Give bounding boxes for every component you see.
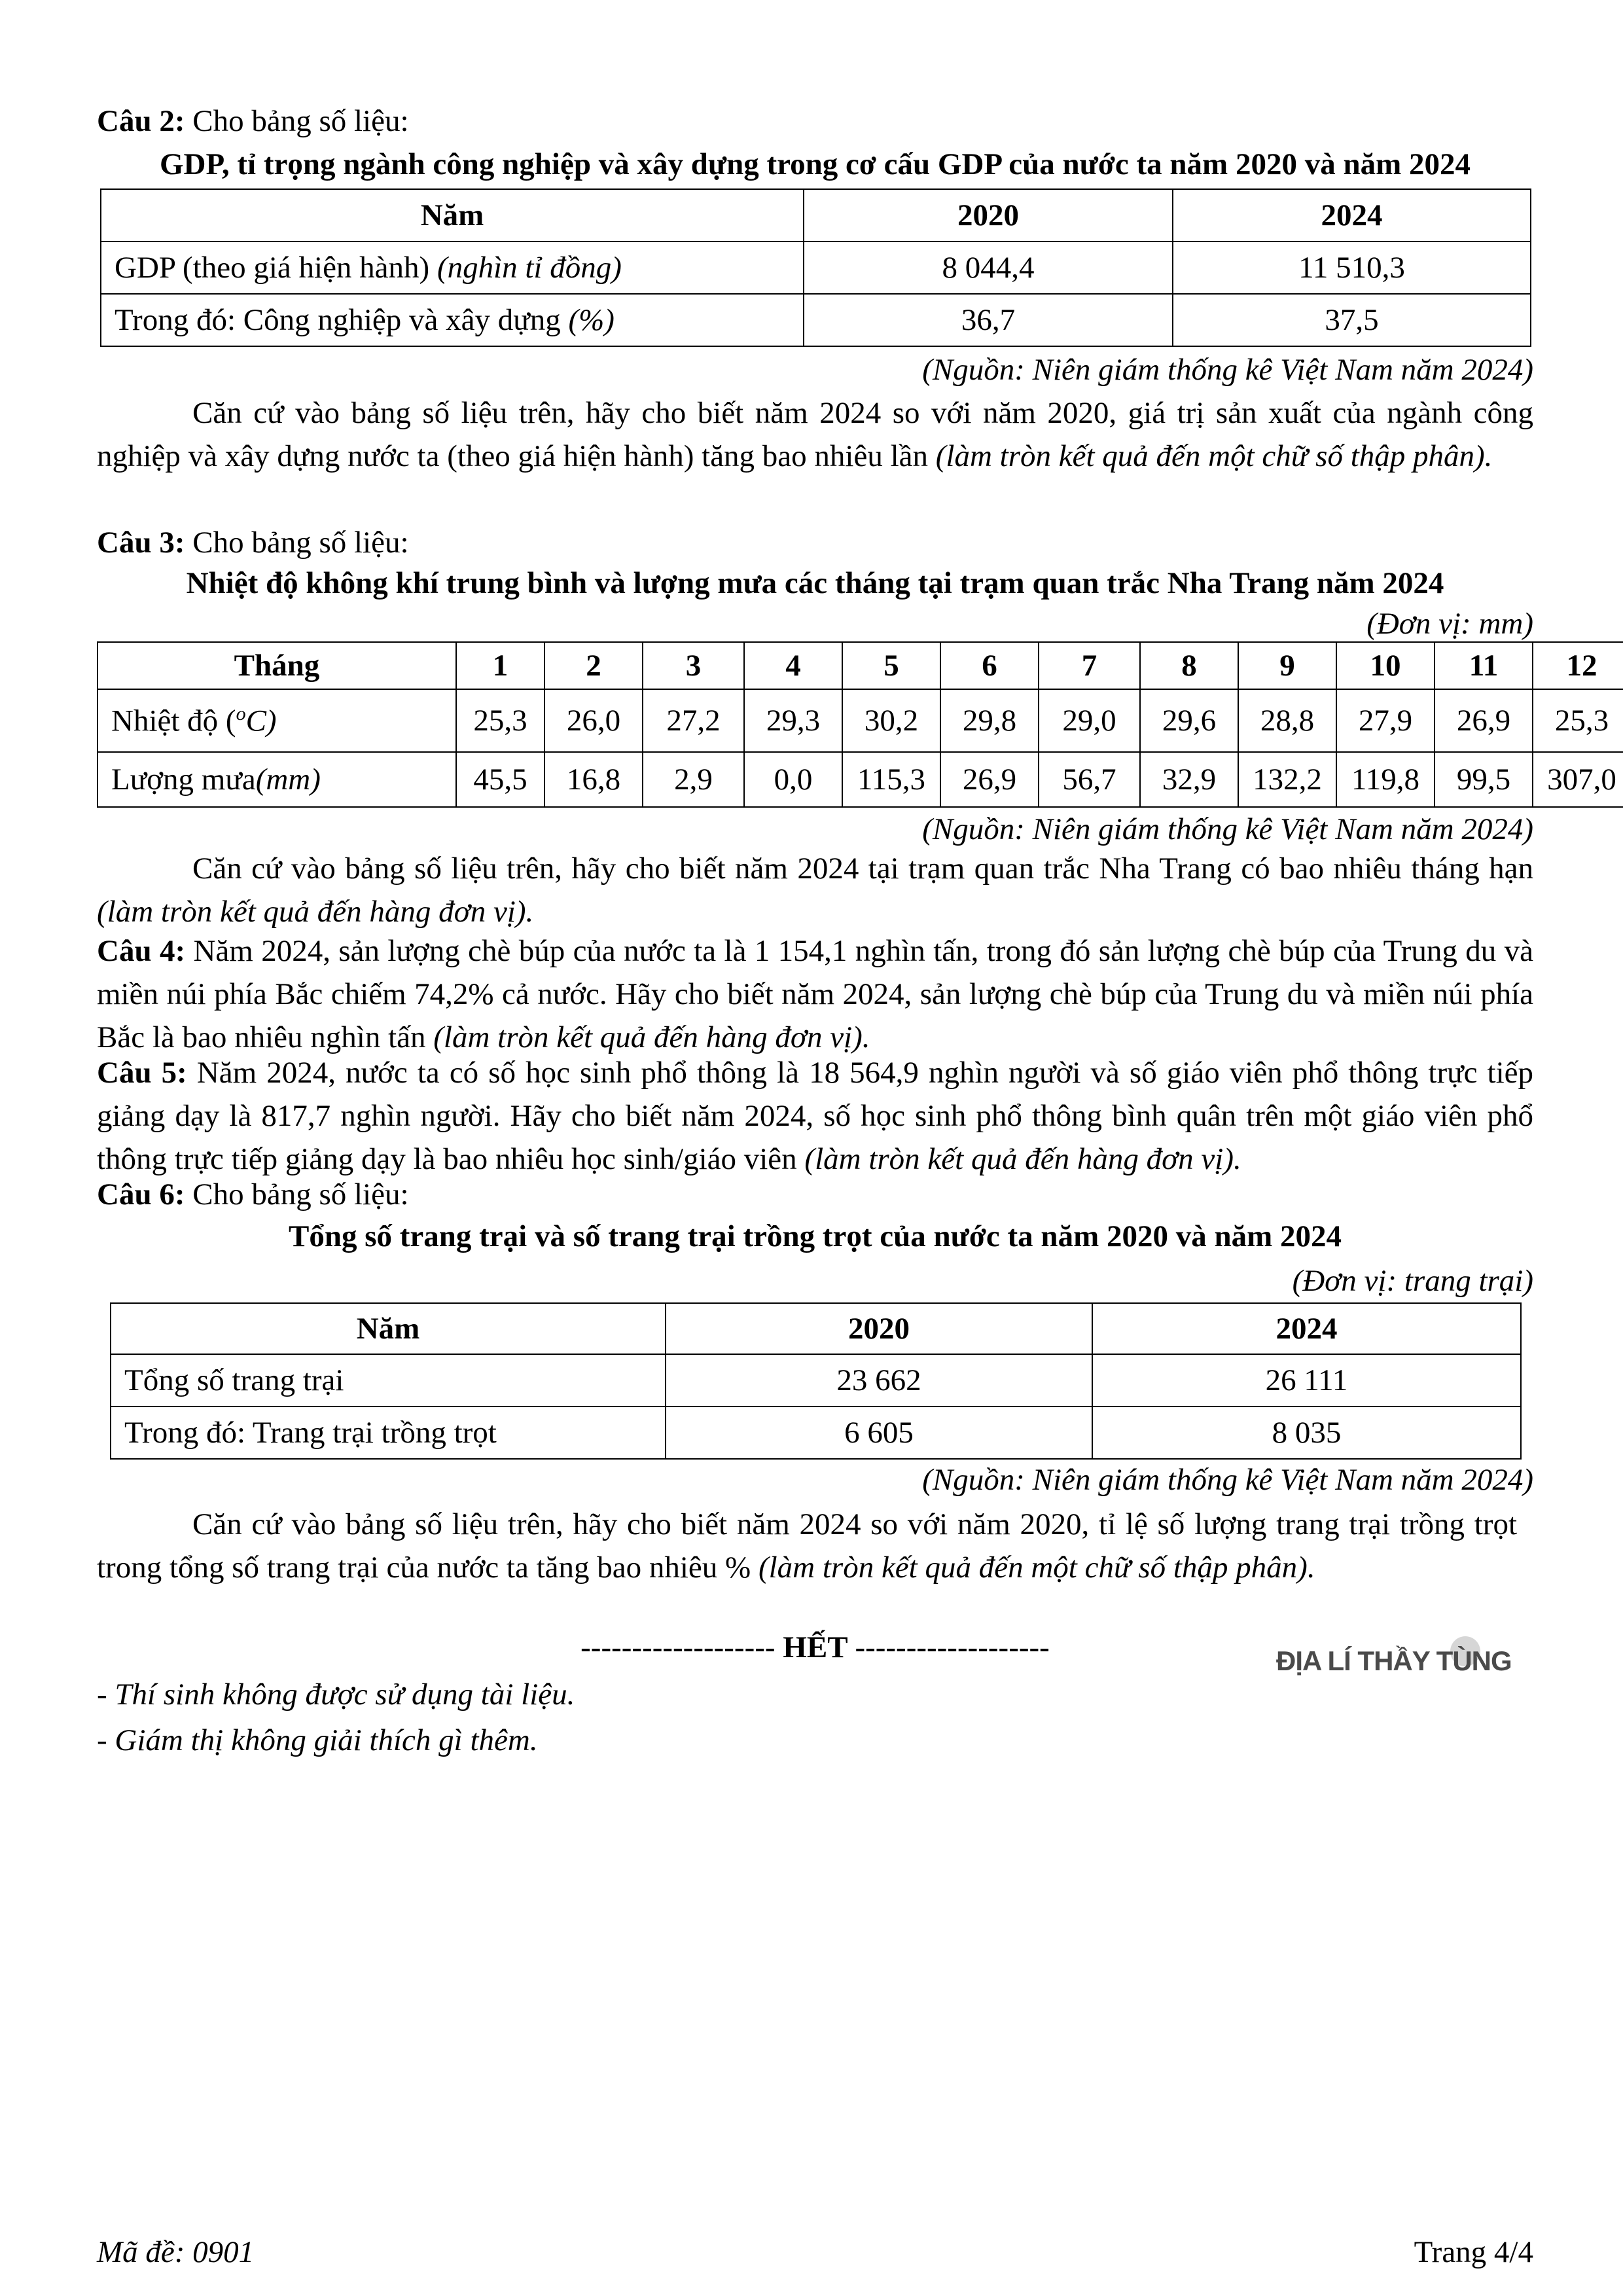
q6-table-title: Tổng số trang trại và số trang trại trồng trọt của nước ta năm 2020 và năm 2024 — [288, 1219, 1342, 1253]
table-header-row — [101, 189, 1531, 242]
q3-table — [97, 641, 1623, 808]
q2-heading — [97, 99, 409, 143]
q2-question-text: Căn cứ vào bảng số liệu trên, hãy cho biết năm 2024 so với năm 2020, giá trị sản xuất của ngành công nghiệp và xây dựng nước ta (theo giá hiện hành) tăng bao nhiêu lần — [97, 396, 1533, 473]
row-label — [98, 752, 456, 807]
row-unit: (nghìn tỉ đồng) — [437, 251, 622, 285]
value-cell: 26,0 — [544, 689, 643, 752]
header-cell: Năm — [111, 1303, 666, 1354]
value-cell: 16,8 — [544, 752, 643, 807]
q2-intro: Cho bảng số liệu: — [185, 104, 409, 138]
header-cell: 2020 — [804, 189, 1173, 242]
q6-label: Câu 6: — [97, 1177, 185, 1211]
degree-sup: o — [236, 702, 246, 725]
q3-table-title: Nhiệt độ không khí trung bình và lượng mưa các tháng tại trạm quan trắc Nha Trang năm 2024 — [186, 566, 1444, 600]
table-row — [98, 689, 1623, 752]
table-row — [101, 294, 1531, 346]
q4-note: (làm tròn kết quả đến hàng đơn vị). — [433, 1020, 870, 1054]
q3-heading — [97, 521, 409, 564]
q3-question — [97, 847, 1533, 933]
month-cell: 1 — [456, 642, 544, 689]
value-cell: 6 605 — [666, 1407, 1092, 1459]
value-cell: 27,9 — [1336, 689, 1435, 752]
row-label: Tổng số trang trại — [111, 1354, 666, 1407]
row-label — [101, 294, 804, 346]
value-cell: 2,9 — [643, 752, 744, 807]
q2-note: (làm tròn kết quả đến một chữ số thập phân). — [935, 439, 1493, 473]
row-unit: C) — [245, 704, 277, 738]
q2-label: Câu 2: — [97, 104, 185, 138]
q6-question — [97, 1503, 1517, 1589]
q5-label: Câu 5: — [97, 1056, 187, 1090]
table-header-row — [111, 1303, 1521, 1354]
q3-source: (Nguồn: Niên giám thống kê Việt Nam năm 2024) — [922, 812, 1533, 846]
value-cell: 26,9 — [940, 752, 1039, 807]
table-row — [98, 752, 1623, 807]
page-number: Trang 4/4 — [1414, 2235, 1533, 2269]
value-cell: 25,3 — [456, 689, 544, 752]
end-mark: ------------------- HẾT ------------------- — [580, 1630, 1050, 1664]
value-cell: 27,2 — [643, 689, 744, 752]
q4-text: Năm 2024, sản lượng chè búp của nước ta là 1 154,1 nghìn tấn, trong đó sản lượng chè búp của Trung du và miền núi phía Bắc chiếm 74,2% cả nước. Hãy cho biết năm 2024, sản lượng chè búp của Trung du và miền núi phía Bắc là bao nhiêu nghìn tấn — [97, 934, 1533, 1054]
row-unit: (mm) — [255, 762, 321, 797]
value-cell: 26 111 — [1092, 1354, 1521, 1407]
logo-text: ĐỊA LÍ THẦY TÙNG — [1276, 1645, 1512, 1676]
value-cell: 56,7 — [1039, 752, 1140, 807]
row-label — [98, 689, 456, 752]
month-cell: 8 — [1140, 642, 1238, 689]
row-label-text: Lượng mưa — [111, 762, 256, 797]
q6-table — [110, 1302, 1522, 1460]
value-cell: 37,5 — [1173, 294, 1531, 346]
instruction-line: - Thí sinh không được sử dụng tài liệu. — [97, 1677, 575, 1712]
value-cell: 132,2 — [1238, 752, 1336, 807]
q3-intro: Cho bảng số liệu: — [185, 526, 409, 560]
q6-note: (làm tròn kết quả đến một chữ số thập phân). — [758, 1551, 1315, 1585]
q3-label: Câu 3: — [97, 526, 185, 560]
q3-unit: (Đơn vị: mm) — [1366, 607, 1533, 641]
q4-label: Câu 4: — [97, 934, 186, 968]
header-cell: Tháng — [98, 642, 456, 689]
q6-intro: Cho bảng số liệu: — [185, 1177, 409, 1211]
table-row — [111, 1407, 1521, 1459]
q2-table — [100, 188, 1531, 347]
q2-source: (Nguồn: Niên giám thống kê Việt Nam năm 2024) — [922, 353, 1533, 387]
value-cell: 11 510,3 — [1173, 242, 1531, 294]
value-cell: 32,9 — [1140, 752, 1238, 807]
exam-code: Mã đề: 0901 — [97, 2235, 255, 2269]
value-cell: 29,0 — [1039, 689, 1140, 752]
month-cell: 2 — [544, 642, 643, 689]
value-cell: 25,3 — [1533, 689, 1623, 752]
q2-table-title: GDP, tỉ trọng ngành công nghiệp và xây dựng trong cơ cấu GDP của nước ta năm 2020 và năm 2024 — [159, 147, 1471, 181]
value-cell: 8 044,4 — [804, 242, 1173, 294]
q6-heading — [97, 1173, 409, 1216]
q6-source: (Nguồn: Niên giám thống kê Việt Nam năm 2024) — [922, 1463, 1533, 1497]
row-label-text: Trong đó: Công nghiệp và xây dựng — [115, 303, 569, 337]
q6-unit: (Đơn vị: trang trại) — [1292, 1264, 1533, 1298]
month-cell: 7 — [1039, 642, 1140, 689]
row-label-text: GDP (theo giá hiện hành) — [115, 251, 437, 285]
q6-question-text: Căn cứ vào bảng số liệu trên, hãy cho biết năm 2024 so với năm 2020, tỉ lệ số lượng trang trại trồng trọt trong tổng số trang trại của nước ta tăng bao nhiêu % — [97, 1507, 1517, 1585]
value-cell: 8 035 — [1092, 1407, 1521, 1459]
month-cell: 4 — [744, 642, 842, 689]
brand-logo — [1276, 1636, 1512, 1682]
value-cell: 36,7 — [804, 294, 1173, 346]
month-cell: 6 — [940, 642, 1039, 689]
q5-note: (làm tròn kết quả đến hàng đơn vị). — [804, 1142, 1241, 1176]
value-cell: 0,0 — [744, 752, 842, 807]
month-cell: 11 — [1435, 642, 1533, 689]
table-row — [111, 1354, 1521, 1407]
header-cell: Năm — [101, 189, 804, 242]
value-cell: 29,6 — [1140, 689, 1238, 752]
value-cell: 45,5 — [456, 752, 544, 807]
value-cell: 115,3 — [842, 752, 940, 807]
value-cell: 99,5 — [1435, 752, 1533, 807]
q3-question-text: Căn cứ vào bảng số liệu trên, hãy cho biết năm 2024 tại trạm quan trắc Nha Trang có bao nhiêu tháng hạn — [192, 852, 1533, 886]
month-cell: 12 — [1533, 642, 1623, 689]
month-cell: 3 — [643, 642, 744, 689]
row-label — [101, 242, 804, 294]
value-cell: 23 662 — [666, 1354, 1092, 1407]
header-cell: 2024 — [1092, 1303, 1521, 1354]
q4-block — [97, 929, 1533, 1059]
value-cell: 29,3 — [744, 689, 842, 752]
header-cell: 2024 — [1173, 189, 1531, 242]
instruction-line: - Giám thị không giải thích gì thêm. — [97, 1723, 538, 1757]
value-cell: 30,2 — [842, 689, 940, 752]
table-row — [101, 242, 1531, 294]
value-cell: 26,9 — [1435, 689, 1533, 752]
q2-question — [97, 391, 1533, 478]
q5-text: Năm 2024, nước ta có số học sinh phổ thông là 18 564,9 nghìn người và số giáo viên phổ thông trực tiếp giảng dạy là 817,7 nghìn người. Hãy cho biết năm 2024, số học sinh phổ thông bình quân trên một giáo viên phổ thông trực tiếp giảng dạy là bao nhiêu học sinh/giáo viên — [97, 1056, 1533, 1176]
value-cell: 29,8 — [940, 689, 1039, 752]
row-label-text: Nhiệt độ ( — [111, 704, 236, 738]
q5-block — [97, 1051, 1533, 1181]
value-cell: 119,8 — [1336, 752, 1435, 807]
row-label: Trong đó: Trang trại trồng trọt — [111, 1407, 666, 1459]
row-unit: (%) — [568, 303, 615, 337]
q3-note: (làm tròn kết quả đến hàng đơn vị). — [97, 895, 534, 929]
month-cell: 10 — [1336, 642, 1435, 689]
header-cell: 2020 — [666, 1303, 1092, 1354]
value-cell: 307,0 — [1533, 752, 1623, 807]
table-header-row — [98, 642, 1623, 689]
month-cell: 9 — [1238, 642, 1336, 689]
month-cell: 5 — [842, 642, 940, 689]
value-cell: 28,8 — [1238, 689, 1336, 752]
